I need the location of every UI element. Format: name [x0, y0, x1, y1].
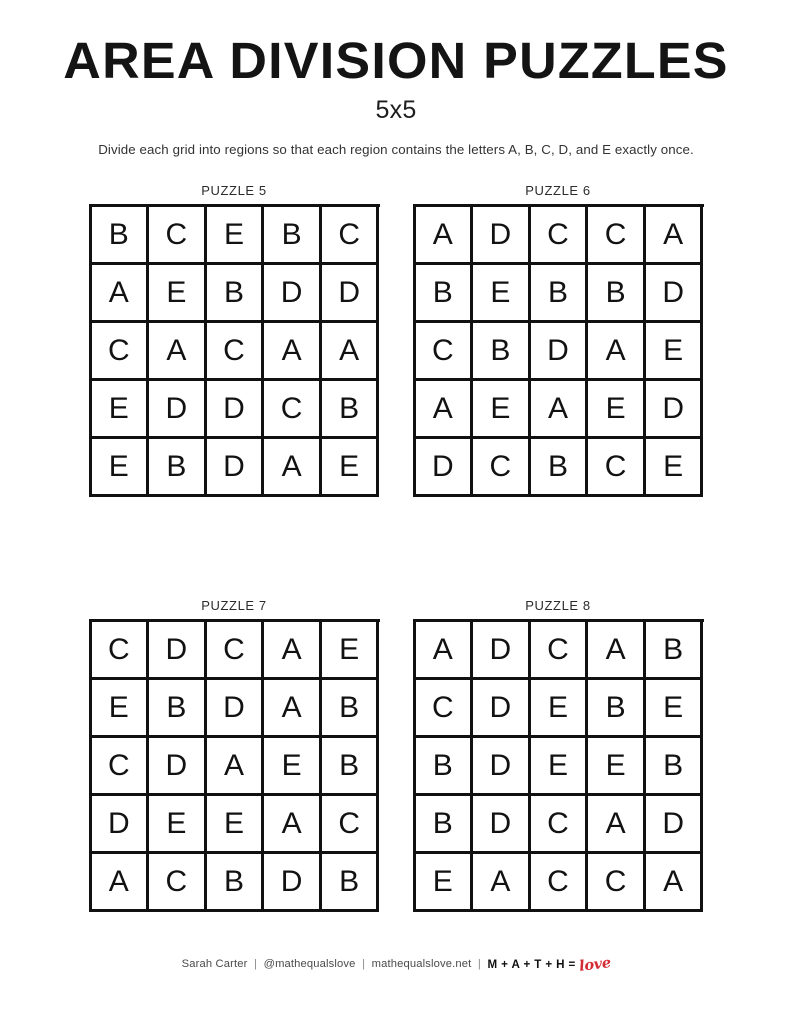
cell[interactable]: D — [473, 680, 531, 738]
cell[interactable]: A — [416, 622, 474, 680]
page-header — [0, 0, 792, 157]
cell[interactable]: E — [207, 207, 265, 265]
puzzle-7-grid[interactable] — [89, 619, 380, 912]
cell[interactable]: E — [531, 738, 589, 796]
cell[interactable]: D — [149, 622, 207, 680]
puzzle-5-grid[interactable] — [89, 204, 380, 497]
cell[interactable]: E — [646, 439, 704, 497]
cell[interactable]: B — [92, 207, 150, 265]
cell[interactable]: A — [264, 439, 322, 497]
cell[interactable]: A — [92, 265, 150, 323]
cell[interactable]: C — [149, 207, 207, 265]
puzzle-6-grid[interactable] — [413, 204, 704, 497]
cell[interactable]: A — [207, 738, 265, 796]
cell[interactable]: D — [531, 323, 589, 381]
cell[interactable]: E — [322, 622, 380, 680]
cell[interactable]: C — [264, 381, 322, 439]
cell[interactable]: E — [92, 439, 150, 497]
cell[interactable]: E — [92, 381, 150, 439]
footer-handle: @mathequalslove — [263, 957, 356, 970]
cell[interactable]: E — [646, 680, 704, 738]
cell[interactable]: E — [264, 738, 322, 796]
cell[interactable]: C — [531, 207, 589, 265]
cell[interactable]: C — [322, 207, 380, 265]
cell[interactable]: C — [92, 622, 150, 680]
cell[interactable]: A — [416, 381, 474, 439]
cell[interactable]: D — [92, 796, 150, 854]
cell[interactable]: A — [588, 622, 646, 680]
cell[interactable]: B — [416, 265, 474, 323]
cell[interactable]: E — [531, 680, 589, 738]
cell[interactable]: D — [473, 207, 531, 265]
cell[interactable]: A — [588, 323, 646, 381]
cell[interactable]: D — [646, 265, 704, 323]
cell[interactable]: A — [92, 854, 150, 912]
cell[interactable]: B — [588, 680, 646, 738]
footer-separator: | — [355, 957, 372, 970]
cell[interactable]: A — [264, 323, 322, 381]
footer-separator: | — [247, 957, 264, 970]
cell[interactable]: B — [322, 854, 380, 912]
cell[interactable]: C — [588, 439, 646, 497]
cell[interactable]: B — [646, 622, 704, 680]
cell[interactable]: C — [531, 854, 589, 912]
cell[interactable]: A — [264, 796, 322, 854]
math-equals-love-logo — [487, 954, 612, 975]
cell[interactable]: C — [322, 796, 380, 854]
cell[interactable]: C — [416, 680, 474, 738]
cell[interactable]: E — [149, 796, 207, 854]
cell[interactable]: A — [264, 680, 322, 738]
cell[interactable]: D — [149, 738, 207, 796]
cell[interactable]: A — [322, 323, 380, 381]
cell[interactable]: D — [646, 381, 704, 439]
cell[interactable]: E — [588, 738, 646, 796]
cell[interactable]: E — [588, 381, 646, 439]
cell[interactable]: C — [531, 796, 589, 854]
cell[interactable]: E — [646, 323, 704, 381]
cell[interactable]: D — [264, 265, 322, 323]
puzzle-5-label: PUZZLE 5 — [201, 183, 267, 198]
cell[interactable]: E — [92, 680, 150, 738]
cell[interactable]: B — [646, 738, 704, 796]
cell[interactable]: B — [322, 738, 380, 796]
puzzles-container — [0, 183, 792, 912]
page-footer — [0, 954, 792, 975]
cell[interactable]: B — [207, 854, 265, 912]
cell[interactable]: C — [531, 622, 589, 680]
cell[interactable]: C — [92, 738, 150, 796]
puzzle-8-grid[interactable] — [413, 619, 704, 912]
puzzle-8-label: PUZZLE 8 — [525, 598, 591, 613]
cell[interactable]: C — [149, 854, 207, 912]
puzzle-6-label: PUZZLE 6 — [525, 183, 591, 198]
cell[interactable]: B — [416, 796, 474, 854]
footer-author: Sarah Carter — [181, 957, 248, 970]
cell[interactable]: B — [531, 439, 589, 497]
puzzle-8 — [413, 598, 704, 912]
cell[interactable]: A — [531, 381, 589, 439]
cell[interactable]: C — [588, 207, 646, 265]
cell[interactable]: D — [473, 738, 531, 796]
cell[interactable]: C — [207, 622, 265, 680]
cell[interactable]: A — [416, 207, 474, 265]
cell[interactable]: D — [207, 439, 265, 497]
cell[interactable]: D — [473, 622, 531, 680]
cell[interactable]: A — [264, 622, 322, 680]
cell[interactable]: C — [588, 854, 646, 912]
cell[interactable]: C — [207, 323, 265, 381]
puzzle-5 — [89, 183, 380, 497]
cell[interactable]: A — [646, 854, 704, 912]
footer-website[interactable]: mathequalslove.net — [371, 957, 472, 970]
cell[interactable]: B — [322, 680, 380, 738]
cell[interactable]: D — [207, 680, 265, 738]
cell[interactable]: B — [473, 323, 531, 381]
cell[interactable]: B — [322, 381, 380, 439]
puzzle-row-top — [0, 183, 792, 497]
cell[interactable]: B — [149, 439, 207, 497]
cell[interactable]: A — [646, 207, 704, 265]
cell[interactable]: E — [473, 265, 531, 323]
puzzle-row-bottom — [0, 598, 792, 912]
page-title: AREA DIVISION PUZZLES — [63, 32, 729, 89]
logo-love-text: love — [577, 954, 612, 975]
instructions-text: Divide each grid into regions so that each region contains the letters A, B, C, D, and E exactly once. — [98, 142, 694, 158]
cell[interactable]: C — [416, 323, 474, 381]
cell[interactable]: B — [416, 738, 474, 796]
logo-math-text: M + A + T + H = — [487, 958, 576, 971]
puzzle-6 — [413, 183, 704, 497]
puzzle-7 — [89, 598, 380, 912]
cell[interactable]: B — [531, 265, 589, 323]
cell[interactable]: A — [473, 854, 531, 912]
cell[interactable]: B — [588, 265, 646, 323]
footer-separator: | — [471, 957, 488, 970]
puzzle-7-label: PUZZLE 7 — [201, 598, 267, 613]
page-subtitle: 5x5 — [375, 96, 417, 125]
cell[interactable]: E — [322, 439, 380, 497]
cell[interactable]: C — [92, 323, 150, 381]
cell[interactable]: D — [473, 796, 531, 854]
cell[interactable]: D — [646, 796, 704, 854]
cell[interactable]: D — [264, 854, 322, 912]
cell[interactable]: A — [588, 796, 646, 854]
cell[interactable]: D — [322, 265, 380, 323]
cell[interactable]: D — [207, 381, 265, 439]
cell[interactable]: C — [473, 439, 531, 497]
cell[interactable]: E — [149, 265, 207, 323]
cell[interactable]: D — [149, 381, 207, 439]
cell[interactable]: B — [149, 680, 207, 738]
cell[interactable]: A — [149, 323, 207, 381]
cell[interactable]: B — [207, 265, 265, 323]
cell[interactable]: D — [416, 439, 474, 497]
cell[interactable]: E — [473, 381, 531, 439]
cell[interactable]: E — [207, 796, 265, 854]
cell[interactable]: E — [416, 854, 474, 912]
cell[interactable]: B — [264, 207, 322, 265]
